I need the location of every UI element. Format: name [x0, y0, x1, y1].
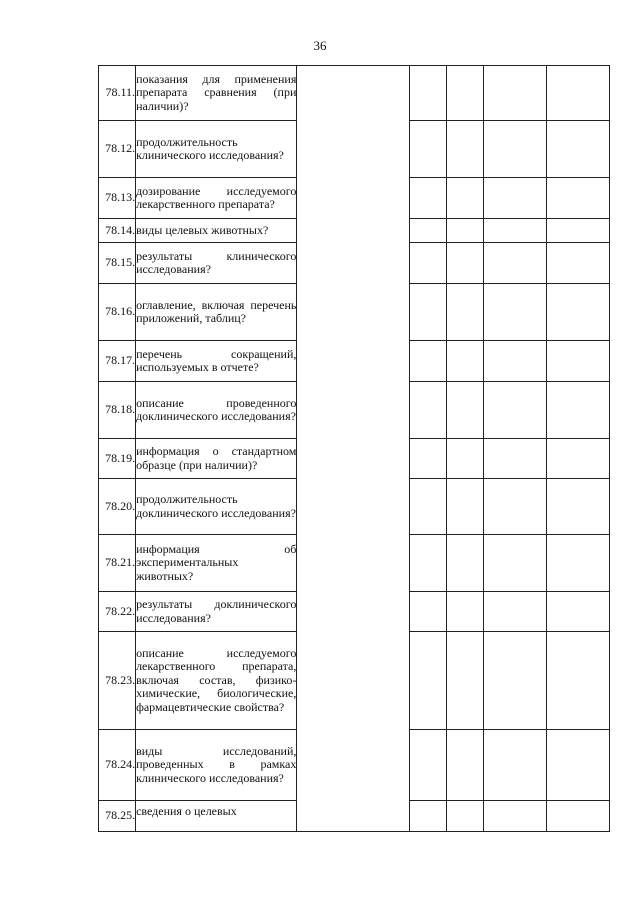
notes-cell	[546, 730, 609, 801]
answer-na-cell	[483, 121, 546, 178]
notes-cell	[546, 801, 609, 832]
answer-na-cell	[483, 592, 546, 632]
answer-no-cell	[446, 439, 483, 479]
question-text: дозирование исследуемого лекарственного препарата?	[136, 178, 297, 219]
answer-no-cell	[446, 178, 483, 219]
answer-no-cell	[446, 121, 483, 178]
answer-na-cell	[483, 178, 546, 219]
item-number: 78.25.	[99, 801, 136, 832]
answer-na-cell	[483, 439, 546, 479]
notes-cell	[546, 341, 609, 382]
item-number: 78.16.	[99, 284, 136, 341]
answer-yes-cell	[409, 219, 446, 243]
answer-na-cell	[483, 632, 546, 730]
answer-na-cell	[483, 243, 546, 284]
item-number: 78.11.	[99, 66, 136, 121]
answer-yes-cell	[409, 121, 446, 178]
question-text: виды целевых животных?	[136, 219, 297, 243]
answer-yes-cell	[409, 479, 446, 535]
question-text: виды исследований, проведенных в рамках клинического исследования?	[136, 730, 297, 801]
answer-no-cell	[446, 730, 483, 801]
notes-cell	[546, 592, 609, 632]
question-text: оглавление, включая перечень приложений, таблиц?	[136, 284, 297, 341]
item-number: 78.17.	[99, 341, 136, 382]
answer-no-cell	[446, 341, 483, 382]
answer-yes-cell	[409, 439, 446, 479]
answer-no-cell	[446, 535, 483, 592]
answer-no-cell	[446, 243, 483, 284]
answer-na-cell	[483, 535, 546, 592]
answer-na-cell	[483, 66, 546, 121]
item-number: 78.18.	[99, 382, 136, 439]
answer-yes-cell	[409, 730, 446, 801]
item-number: 78.23.	[99, 632, 136, 730]
answer-no-cell	[446, 66, 483, 121]
notes-cell	[546, 439, 609, 479]
question-text: информация о стандартном образце (при наличии)?	[136, 439, 297, 479]
requirements-cell	[297, 66, 409, 832]
item-number: 78.13.	[99, 178, 136, 219]
answer-yes-cell	[409, 341, 446, 382]
item-number: 78.24.	[99, 730, 136, 801]
notes-cell	[546, 66, 609, 121]
answer-na-cell	[483, 801, 546, 832]
answer-no-cell	[446, 219, 483, 243]
item-number: 78.21.	[99, 535, 136, 592]
answer-yes-cell	[409, 66, 446, 121]
answer-na-cell	[483, 284, 546, 341]
table-row	[99, 66, 610, 121]
answer-yes-cell	[409, 592, 446, 632]
answer-na-cell	[483, 479, 546, 535]
answer-na-cell	[483, 341, 546, 382]
question-text: показания для применения препарата сравнения (при наличии)?	[136, 66, 297, 121]
answer-no-cell	[446, 284, 483, 341]
question-text: продолжительность доклинического исследования?	[136, 479, 297, 535]
checklist-table	[98, 65, 610, 832]
answer-no-cell	[446, 592, 483, 632]
question-text: результаты доклинического исследования?	[136, 592, 297, 632]
answer-yes-cell	[409, 801, 446, 832]
question-text: сведения о целевых	[136, 801, 297, 832]
answer-na-cell	[483, 730, 546, 801]
question-text: описание проведенного доклинического исследования?	[136, 382, 297, 439]
question-text: продолжительность клинического исследования?	[136, 121, 297, 178]
notes-cell	[546, 632, 609, 730]
answer-yes-cell	[409, 243, 446, 284]
answer-yes-cell	[409, 632, 446, 730]
answer-no-cell	[446, 382, 483, 439]
question-text: описание исследуемого лекарственного препарата, включая состав, физико-химические, биологические, фармацевтические свойства?	[136, 632, 297, 730]
answer-no-cell	[446, 632, 483, 730]
item-number: 78.15.	[99, 243, 136, 284]
answer-na-cell	[483, 382, 546, 439]
page-number: 36	[313, 38, 327, 53]
notes-cell	[546, 121, 609, 178]
notes-cell	[546, 243, 609, 284]
item-number: 78.20.	[99, 479, 136, 535]
answer-yes-cell	[409, 382, 446, 439]
answer-yes-cell	[409, 178, 446, 219]
notes-cell	[546, 535, 609, 592]
item-number: 78.19.	[99, 439, 136, 479]
notes-cell	[546, 219, 609, 243]
notes-cell	[546, 382, 609, 439]
question-text: перечень сокращений, используемых в отчете?	[136, 341, 297, 382]
answer-no-cell	[446, 801, 483, 832]
item-number: 78.14.	[99, 219, 136, 243]
notes-cell	[546, 479, 609, 535]
answer-yes-cell	[409, 535, 446, 592]
item-number: 78.22.	[99, 592, 136, 632]
question-text: информация об экспериментальных животных?	[136, 535, 297, 592]
answer-no-cell	[446, 479, 483, 535]
item-number: 78.12.	[99, 121, 136, 178]
notes-cell	[546, 284, 609, 341]
answer-na-cell	[483, 219, 546, 243]
answer-yes-cell	[409, 284, 446, 341]
notes-cell	[546, 178, 609, 219]
question-text: результаты клинического исследования?	[136, 243, 297, 284]
